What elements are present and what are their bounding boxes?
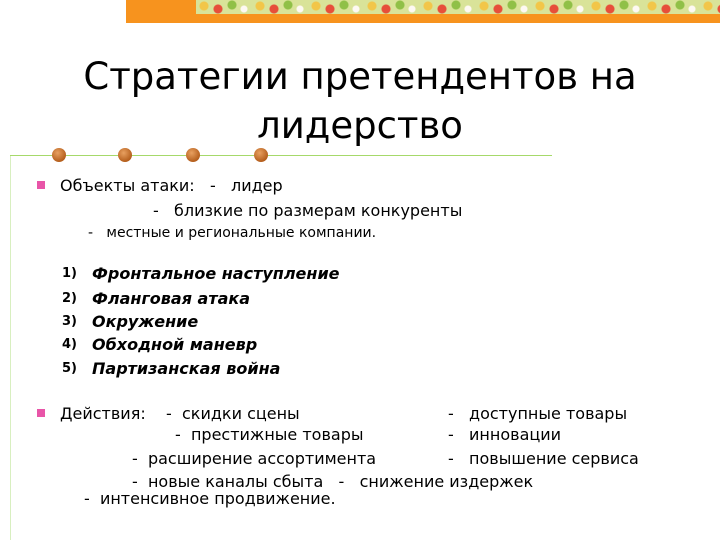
title-line-1: Стратегии претендентов на bbox=[83, 55, 637, 98]
left-rule bbox=[10, 155, 11, 540]
actions-line-3b: - повышение сервиса bbox=[448, 449, 639, 468]
actions-line-4: - новые каналы сбыта - снижение издержек bbox=[132, 472, 534, 491]
divider-dot bbox=[254, 148, 268, 162]
strategy-label: Окружение bbox=[92, 312, 199, 331]
flower-banner-image bbox=[196, 0, 720, 14]
targets-line-1: Объекты атаки: - лидер bbox=[60, 176, 283, 195]
bullet-square bbox=[37, 181, 45, 189]
title-divider bbox=[10, 155, 552, 156]
targets-line-2: - близкие по размерам конкуренты bbox=[153, 201, 463, 220]
title-line-2: лидерство bbox=[257, 104, 463, 147]
strategy-label: Фланговая атака bbox=[92, 289, 251, 308]
actions-line-2a: - престижные товары bbox=[175, 425, 364, 444]
strategy-label: Обходной маневр bbox=[92, 335, 258, 354]
strategy-label: Партизанская война bbox=[92, 359, 281, 378]
strategy-label: Фронтальное наступление bbox=[92, 264, 340, 283]
divider-dot bbox=[52, 148, 66, 162]
actions-line-5: - интенсивное продвижение. bbox=[84, 489, 336, 508]
actions-line-1b: - доступные товары bbox=[448, 404, 628, 423]
actions-line-2b: - инновации bbox=[448, 425, 562, 444]
divider-dot bbox=[186, 148, 200, 162]
actions-line-1a: Действия: - скидки сцены bbox=[60, 404, 300, 423]
targets-line-3: - местные и региональные компании. bbox=[88, 225, 377, 241]
strategy-number: 3) bbox=[62, 314, 77, 329]
divider-dot bbox=[118, 148, 132, 162]
strategy-number: 2) bbox=[62, 291, 77, 306]
strategy-number: 4) bbox=[62, 337, 77, 352]
actions-line-3a: - расширение ассортимента bbox=[132, 449, 377, 468]
strategy-number: 5) bbox=[62, 361, 77, 376]
bullet-square bbox=[37, 409, 45, 417]
slide-title bbox=[0, 52, 720, 150]
strategy-number: 1) bbox=[62, 266, 77, 281]
